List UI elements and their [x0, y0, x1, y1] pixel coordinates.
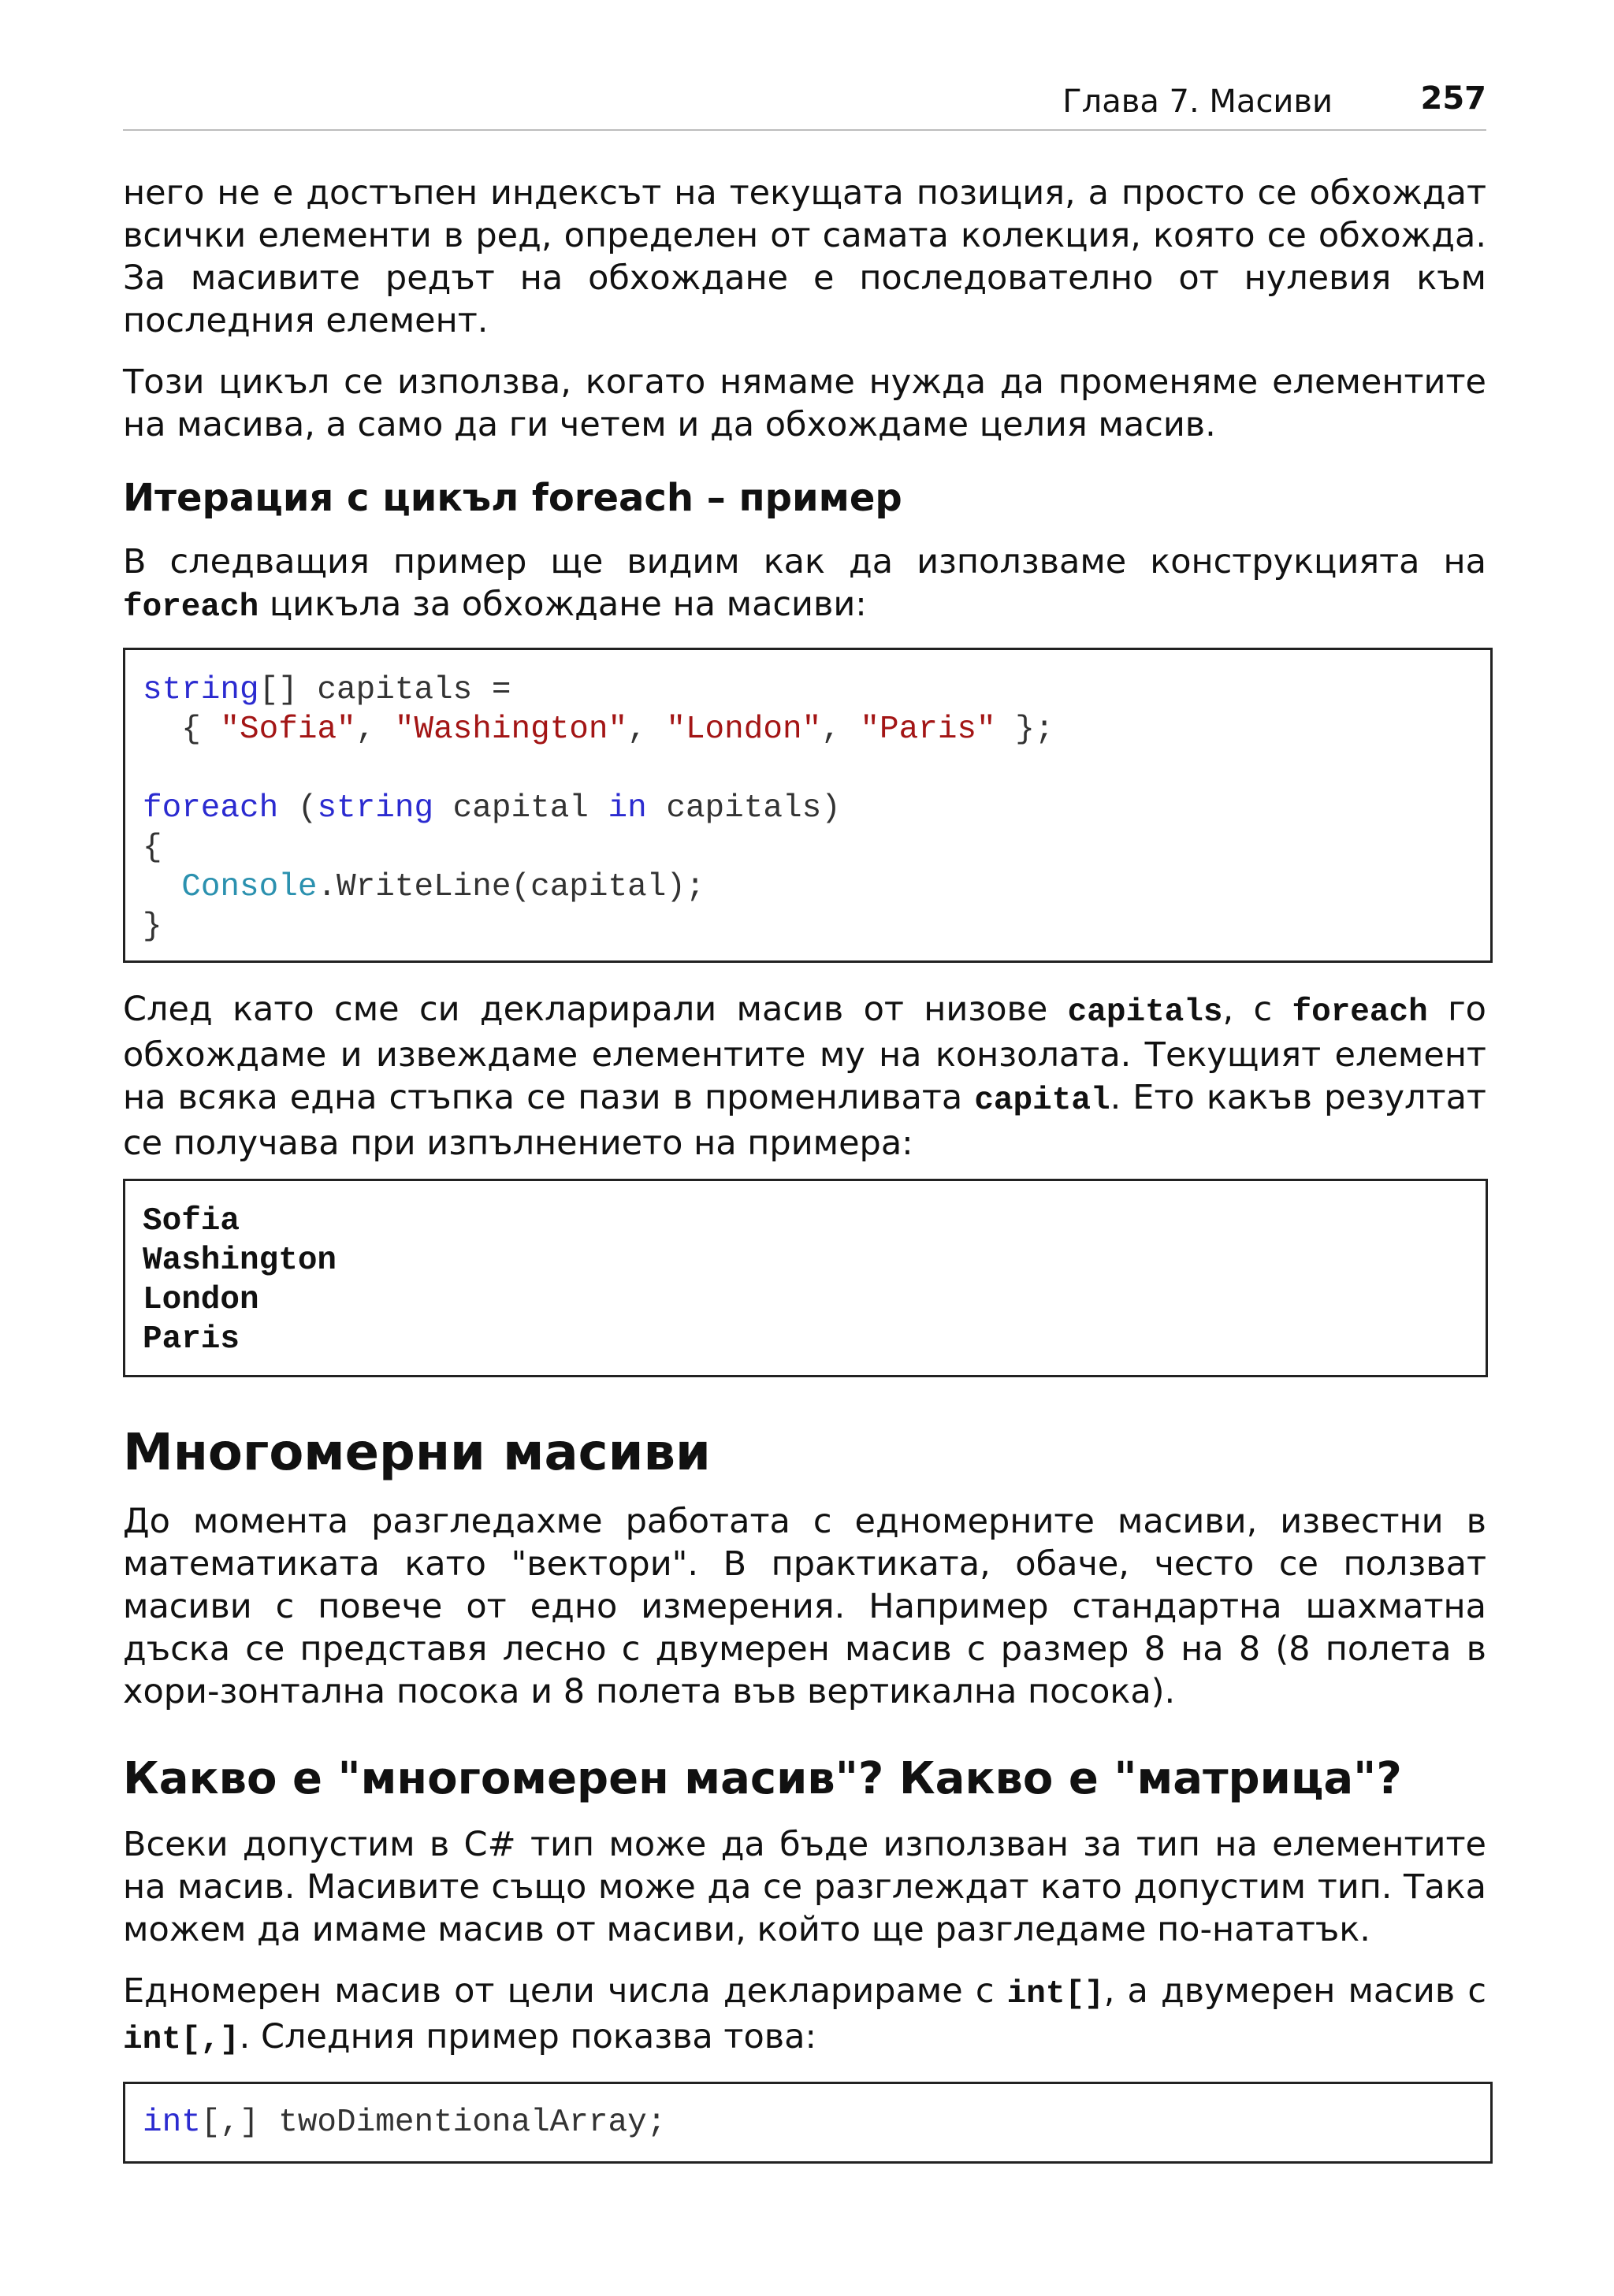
code-text: [] capitals =	[258, 672, 511, 708]
text: , с	[1222, 990, 1292, 1029]
paragraph-multidimensional-intro: До момента разгледахме работата с едномерните масиви, известни в математиката като "вектори". В практиката, обаче, често се ползват масиви с повече от едно измерения. Например стандартна шахматна дъска се представя лесно с двумерен масив с размер 8 на 8 (8 полета в хори-зонтална посока и 8 полета във вертикална посока).	[123, 1502, 1486, 1711]
output-line: Sofia	[143, 1203, 240, 1239]
paragraph-example-intro	[123, 541, 1486, 629]
text: , а двумерен масив с	[1103, 1971, 1486, 2011]
paragraph-foreach-usage: Този цикъл се използва, когато нямаме нужда да променяме елементите на масива, а само да ги четем и да обхождаме целия масив.	[123, 362, 1486, 444]
code-line	[143, 671, 511, 710]
inline-code: int[]	[1006, 1976, 1104, 2012]
inline-code: capital	[974, 1083, 1110, 1119]
code-text: ,	[355, 711, 395, 748]
code-text: [,] twoDimentionalArray;	[200, 2105, 667, 2141]
paragraph-declaration	[123, 1970, 1486, 2061]
heading-what-is-matrix: Какво е "многомерен масив"? Какво е "матрица"?	[123, 1753, 1402, 1804]
keyword: string	[317, 790, 434, 827]
text: цикъла за обхождане на масиви:	[258, 585, 867, 624]
keyword: string	[143, 672, 259, 708]
code-text: {	[143, 711, 221, 748]
code-text: {	[143, 830, 162, 866]
code-text: capitals)	[646, 790, 841, 827]
string-literal: "Paris"	[860, 711, 996, 748]
paragraph-element-types: Всеки допустим в C# тип може да бъде използван за тип на елементите на масив. Масивите също може да се разглеждат като допустим тип. Така можем да имаме масив от масиви, който ще разгледаме по-нататък.	[123, 1825, 1486, 1949]
type-name: Console	[181, 869, 318, 905]
text: . Ето какъв резултат се получава при изпълнението на примера:	[123, 1078, 1486, 1163]
page-header	[123, 79, 1486, 131]
code-text: }	[143, 908, 162, 945]
heading-multidimensional-arrays: Многомерни масиви	[123, 1424, 711, 1482]
text: След като сме си декларирали масив от низове	[123, 990, 1068, 1029]
code-line	[143, 789, 841, 828]
paragraph-foreach-intro: него не е достъпен индексът на текущата позиция, а просто се обхождат всички елементи в ред, определен от самата колекция, която се обхожда. За масивите редът на обхождане е последователно от нулевия към последния елемент.	[123, 173, 1486, 340]
code-line	[143, 907, 162, 946]
code-text: ,	[821, 711, 861, 748]
inline-code: capitals	[1067, 994, 1223, 1031]
keyword: in	[608, 790, 647, 827]
code-text: ,	[627, 711, 667, 748]
inline-code: foreach	[1292, 994, 1428, 1031]
inline-code: foreach	[123, 589, 259, 626]
code-block-2d-array	[123, 2082, 1493, 2164]
text: В следващия пример ще видим как да използваме конструкцията на	[123, 542, 1486, 581]
code-line	[143, 868, 705, 907]
output-block	[123, 1179, 1488, 1377]
code-text: };	[995, 711, 1054, 748]
heading-foreach-example: Итерация с цикъл foreach – пример	[123, 476, 902, 520]
string-literal: "Washington"	[394, 711, 628, 748]
code-line	[143, 710, 1054, 749]
code-text: .WriteLine(capital);	[317, 869, 705, 905]
code-text	[143, 869, 181, 905]
output-line: Paris	[143, 1321, 240, 1358]
string-literal: "London"	[666, 711, 822, 748]
page-number: 257	[1420, 80, 1486, 117]
text: . Следния пример показва това:	[239, 2017, 816, 2056]
text: го обхождаме и извеждаме елементите му на конзолата. Текущият елемент на всяка една стъпка се пази в променливата	[123, 990, 1486, 1117]
chapter-title: Глава 7. Масиви	[1062, 84, 1333, 120]
keyword: int	[143, 2105, 201, 2141]
code-text: capital	[433, 790, 608, 827]
code-text: (	[278, 790, 318, 827]
code-line	[143, 828, 162, 868]
inline-code: int[,]	[123, 2022, 240, 2058]
text: Едномерен масив от цели числа декларираме с	[123, 1971, 1007, 2011]
code-line	[143, 2103, 666, 2142]
code-block-foreach	[123, 648, 1493, 963]
keyword: foreach	[143, 790, 279, 827]
paragraph-foreach-explanation	[123, 988, 1486, 1165]
output-line: London	[143, 1282, 259, 1318]
string-literal: "Sofia"	[220, 711, 356, 748]
output-line: Washington	[143, 1243, 337, 1279]
